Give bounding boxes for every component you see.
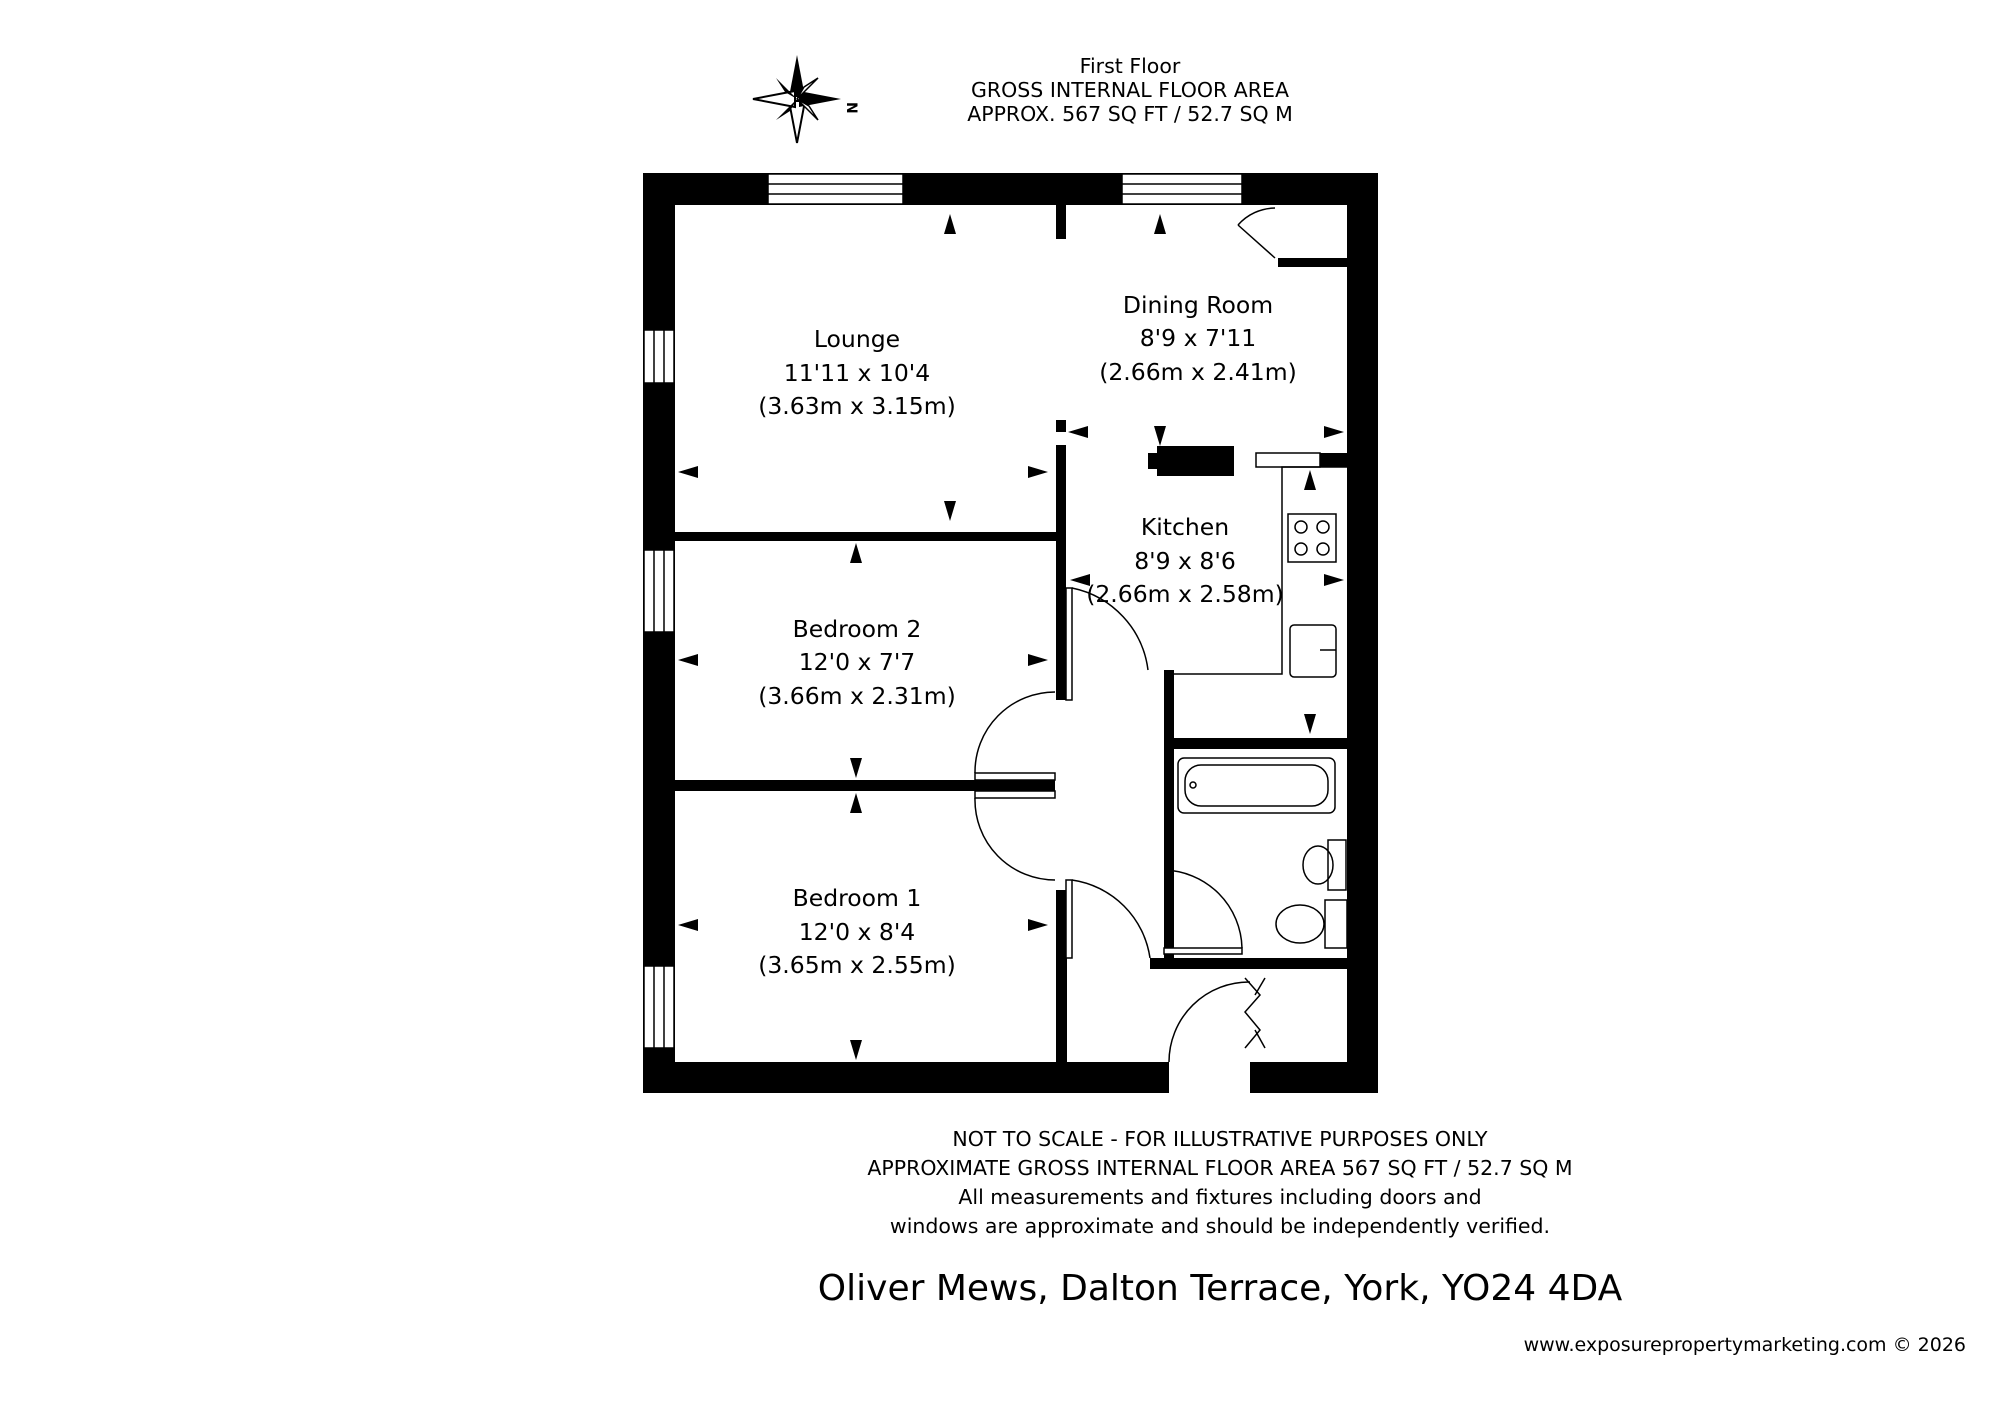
floor-name: First Floor <box>1079 54 1181 78</box>
disclaimer-line-3: All measurements and fixtures including doors and <box>958 1185 1482 1209</box>
compass-icon <box>753 55 859 143</box>
area-value: APPROX. 567 SQ FT / 52.7 SQ M <box>967 102 1293 126</box>
room-size-imperial-bedroom-1: 12'0 x 8'4 <box>798 918 916 946</box>
area-title: GROSS INTERNAL FLOOR AREA <box>971 78 1289 102</box>
room-size-imperial-dining: 8'9 x 7'11 <box>1139 324 1257 352</box>
disclaimer-line-4: windows are approximate and should be independently verified. <box>889 1214 1551 1238</box>
room-size-imperial-bedroom-2: 12'0 x 7'7 <box>798 648 916 676</box>
room-size-imperial-lounge: 11'11 x 10'4 <box>783 359 931 387</box>
website-credit: www.exposurepropertymarketing.com © 2026 <box>1523 1334 1966 1356</box>
room-size-imperial-kitchen: 8'9 x 8'6 <box>1134 547 1236 575</box>
disclaimer-line-1: NOT TO SCALE - FOR ILLUSTRATIVE PURPOSES ONLY <box>952 1127 1488 1151</box>
room-size-metric-bedroom-1: (3.65m x 2.55m) <box>758 951 956 979</box>
compass-north-label: N <box>843 102 859 114</box>
room-size-metric-lounge: (3.63m x 3.15m) <box>758 392 956 420</box>
room-name-dining: Dining Room <box>1122 291 1274 319</box>
disclaimer-line-2: APPROXIMATE GROSS INTERNAL FLOOR AREA 567 SQ FT / 52.7 SQ M <box>867 1156 1573 1180</box>
disclaimer <box>560 1125 1880 1241</box>
bathroom-fixtures <box>1178 758 1347 948</box>
room-name-lounge: Lounge <box>813 325 901 353</box>
room-name-bedroom-1: Bedroom 1 <box>792 884 922 912</box>
room-name-kitchen: Kitchen <box>1140 513 1230 541</box>
property-address: Oliver Mews, Dalton Terrace, York, YO24 4DA <box>817 1268 1623 1309</box>
room-size-metric-dining: (2.66m x 2.41m) <box>1099 358 1297 386</box>
room-size-metric-bedroom-2: (3.66m x 2.31m) <box>758 682 956 710</box>
room-name-bedroom-2: Bedroom 2 <box>792 615 922 643</box>
room-size-metric-kitchen: (2.66m x 2.58m) <box>1086 580 1284 608</box>
